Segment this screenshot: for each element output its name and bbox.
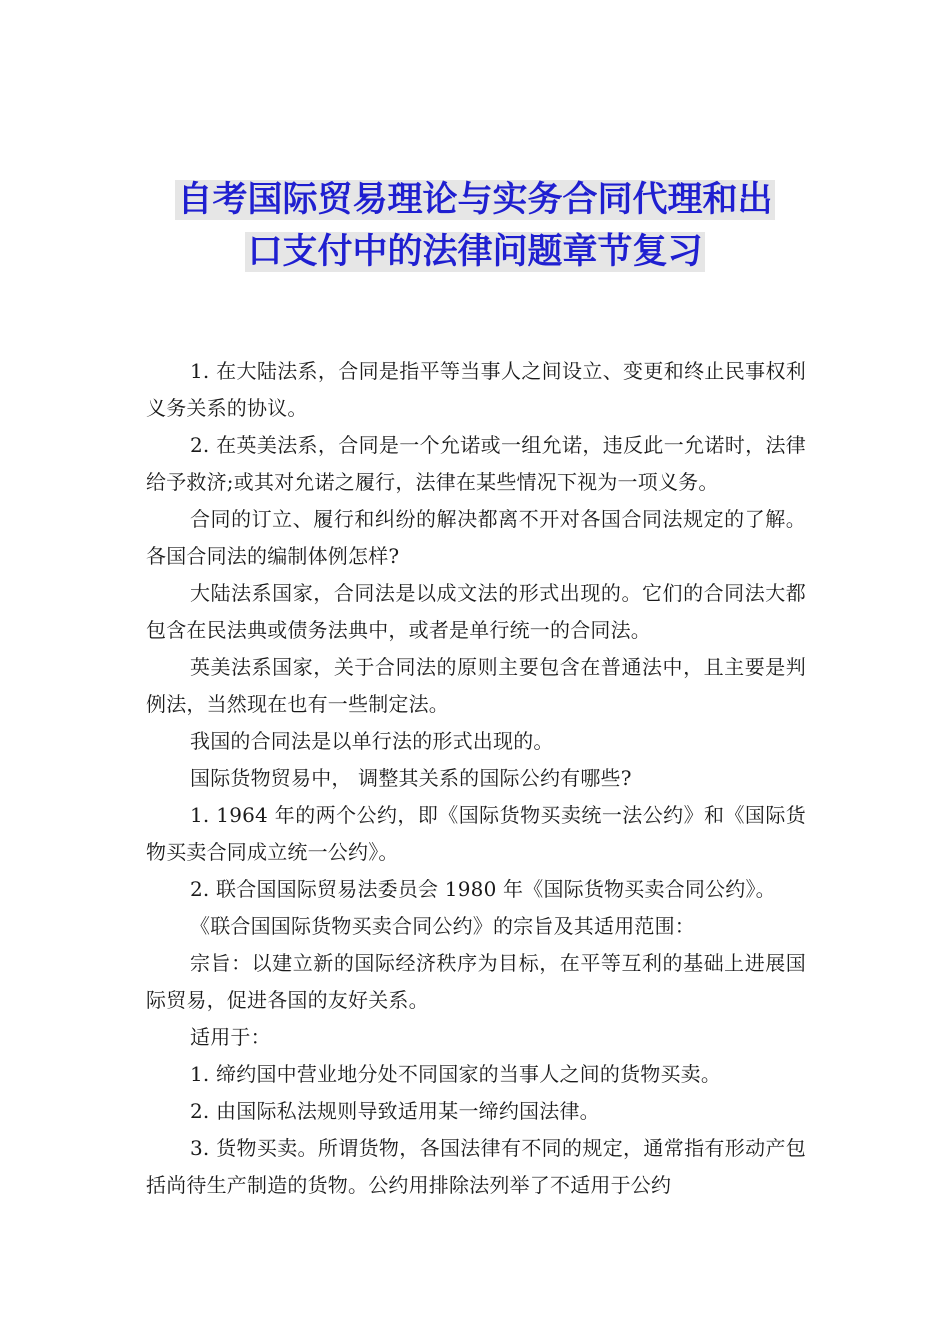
paragraph: 2. 由国际私法规则导致适用某一缔约国法律。 xyxy=(190,1099,600,1123)
paragraph: 宗旨：以建立新的国际经济秩序为目标，在平等互利的基础上进展国际贸易，促进各国的友好关系。 xyxy=(146,951,806,1012)
paragraph: 1. 1964 年的两个公约，即《国际货物买卖统一法公约》和《国际货物买卖合同成立统一公约》。 xyxy=(146,803,806,864)
paragraph: 大陆法系国家，合同法是以成文法的形式出现的。它们的合同法大都包含在民法典或债务法典中，或者是单行统一的合同法。 xyxy=(146,581,806,642)
paragraph: 1. 在大陆法系，合同是指平等当事人之间设立、变更和终止民事权利义务关系的协议。 xyxy=(146,359,806,420)
document-body xyxy=(146,353,806,1204)
paragraph: 2. 联合国国际贸易法委员会 1980 年《国际货物买卖合同公约》。 xyxy=(190,877,776,901)
paragraph: 2. 在英美法系，合同是一个允诺或一组允诺，违反此一允诺时，法律给予救济;或其对允诺之履行，法律在某些情况下视为一项义务。 xyxy=(146,433,806,494)
title-line-2: 口支付中的法律问题章节复习 xyxy=(247,232,703,272)
paragraph: 3. 货物买卖。所谓货物，各国法律有不同的规定，通常指有形动产包括尚待生产制造的货物。公约用排除法列举了不适用于公约 xyxy=(146,1136,806,1197)
document-title xyxy=(140,174,810,278)
title-line-1: 自考国际贸易理论与实务合同代理和出 xyxy=(177,180,773,220)
paragraph: 英美法系国家，关于合同法的原则主要包含在普通法中，且主要是判例法，当然现在也有一些制定法。 xyxy=(146,655,806,716)
paragraph: 《联合国国际货物买卖合同公约》的宗旨及其适用范围： xyxy=(190,914,695,938)
paragraph: 国际货物贸易中， 调整其关系的国际公约有哪些? xyxy=(190,766,632,790)
paragraph: 1. 缔约国中营业地分处不同国家的当事人之间的货物买卖。 xyxy=(190,1062,722,1086)
paragraph: 合同的订立、履行和纠纷的解决都离不开对各国合同法规定的了解。各国合同法的编制体例怎样? xyxy=(146,507,806,568)
paragraph: 适用于： xyxy=(190,1025,271,1049)
paragraph: 我国的合同法是以单行法的形式出现的。 xyxy=(190,729,554,753)
